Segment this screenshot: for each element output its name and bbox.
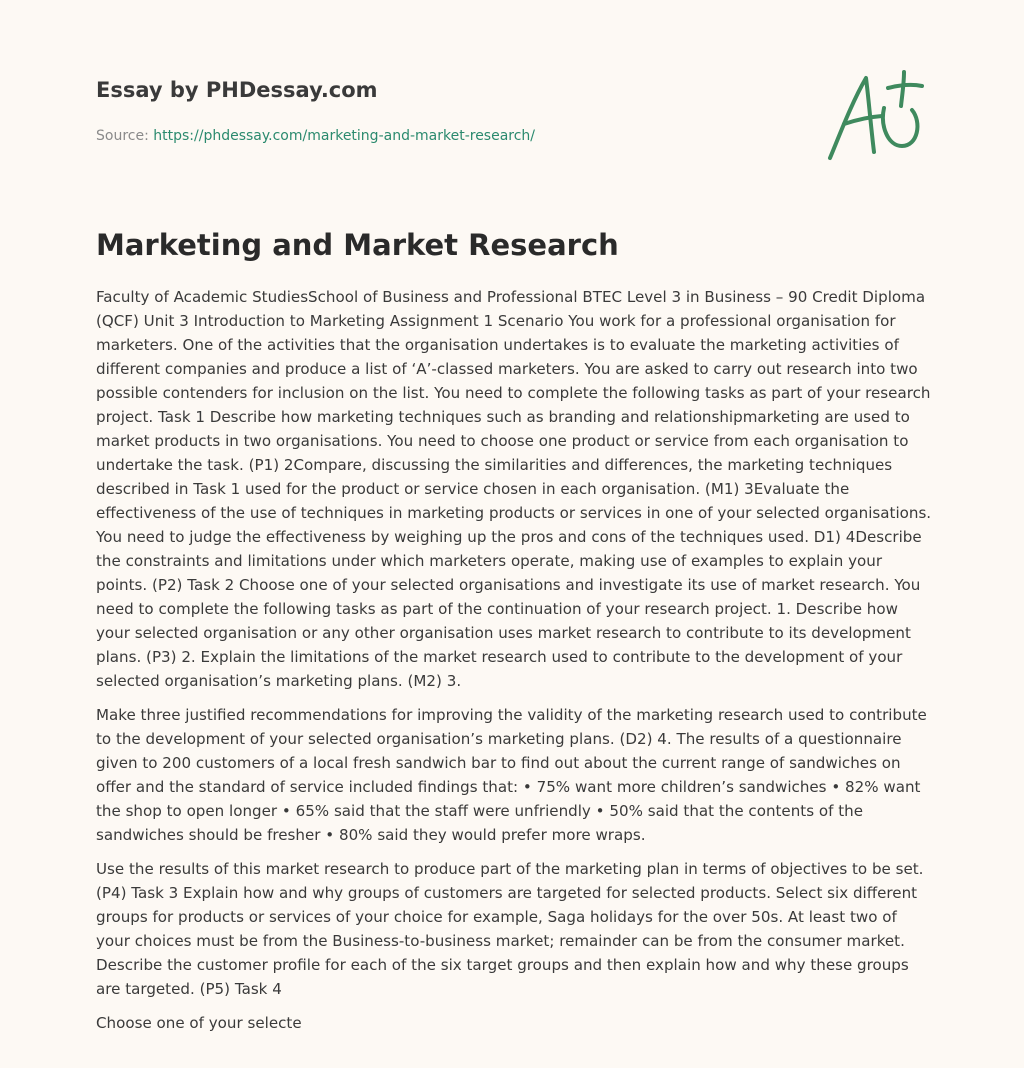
essay-paragraph: Faculty of Academic StudiesSchool of Business and Professional BTEC Level 3 in Business – 90 Credit Diploma (QCF) Unit 3 Introduction to Marketing Assignment 1 Scenario You work for a professional organisation for marketers. One of the activities that the organisation undertakes is to evaluate the marketing activities of different companies and produce a list of ‘A’-classed marketers. You are asked to carry out research into two possible contenders for inclusion on the list. You need to complete the following tasks as part of your research project. Task 1 Describe how marketing techniques such as branding and relationshipmarketing are used to market products in two organisations. You need to choose one product or service from each organisation to undertake the task. (P1) 2Compare, discussing the similarities and differences, the marketing techniques described in Task 1 used for the product or service chosen in each organisation. (M1) 3Evaluate the effectiveness of the use of techniques in marketing products or services in one of your selected organisations. You need to judge the effectiveness by weighing up the pros and cons of the techniques used. D1) 4Describe the constraints and limitations under which marketers operate, making use of examples to explain your points. (P2) Task 2 Choose one of your selected organisations and investigate its use of market research. You need to complete the following tasks as part of the continuation of your research project. 1. Describe how your selected organisation or any other organisation uses market research to contribute to its development plans. (P3) 2. Explain the limitations of the market research used to contribute to the development of your selected organisation’s marketing plans. (M2) 3. — [96, 288, 932, 690]
site-title: Essay by PHDessay.com — [96, 78, 378, 102]
essay-paragraph: Make three justified recommendations for improving the validity of the marketing research used to contribute to the development of your selected organisation’s marketing plans. (D2) 4. The results of a questionnaire given to 200 customers of a local fresh sandwich bar to find out about the current range of sandwiches on offer and the standard of service included findings that: • 75% want more children’s sandwiches • 82% want the shop to open longer • 65% said that the staff were unfriendly • 50% said that the contents of the sandwiches should be fresher • 80% said they would prefer more wraps. — [96, 706, 927, 844]
essay-paragraph: Choose one of your selecte — [96, 1014, 302, 1032]
page-header — [96, 72, 816, 148]
essay-paragraph: Use the results of this market research to produce part of the marketing plan in terms of objectives to be set. (P4) Task 3 Explain how and why groups of customers are targeted for selected products. Select six different groups for products or services of your choice for example, Saga holidays for the over 50s. At least two of your choices must be from the Business-to-business market; remainder can be from the consumer market. Describe the customer profile for each of the six target groups and then explain how and why these groups are targeted. (P5) Task 4 — [96, 860, 924, 998]
source-line — [96, 124, 816, 148]
document-title: Marketing and Market Research — [96, 228, 619, 262]
source-link[interactable]: https://phdessay.com/marketing-and-market-research/ — [153, 128, 536, 144]
a-plus-logo — [822, 66, 932, 166]
source-label: Source: — [96, 128, 149, 144]
essay-body — [96, 285, 932, 1045]
a-plus-logo-icon — [822, 66, 932, 166]
